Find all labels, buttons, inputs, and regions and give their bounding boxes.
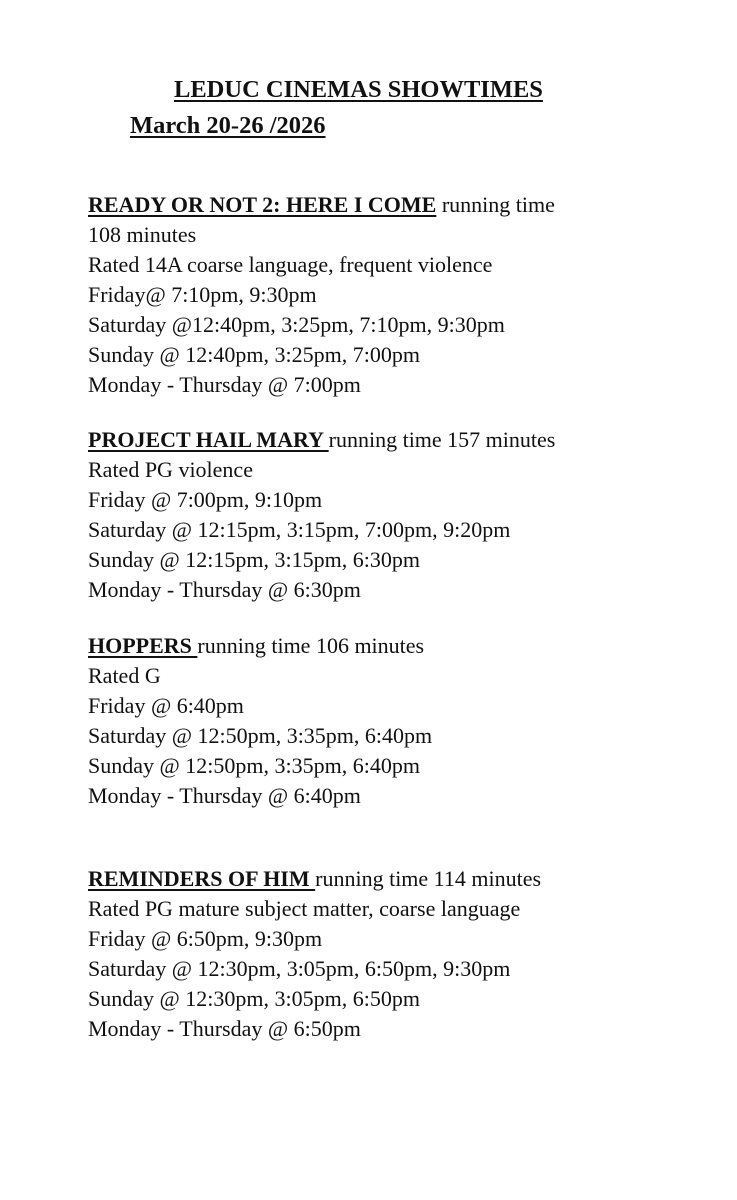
movie-block-ready-or-not-2: [88, 190, 728, 400]
movie-title: REMINDERS OF HIM: [88, 866, 316, 891]
movie-rating: Rated G: [88, 663, 161, 688]
showtime-saturday: Saturday @ 12:50pm, 3:35pm, 6:40pm: [88, 723, 433, 748]
movie-title: PROJECT HAIL MARY: [88, 427, 329, 452]
movie-block-reminders-of-him: [88, 864, 728, 1044]
movie-runtime-continued: 108 minutes: [88, 222, 197, 247]
movie-runtime: running time 114 minutes: [315, 866, 542, 891]
showtime-friday: Friday@ 7:10pm, 9:30pm: [88, 282, 317, 307]
movie-runtime: running time 106 minutes: [197, 633, 425, 658]
movie-runtime: running time 157 minutes: [328, 427, 556, 452]
showtime-weekdays: Monday - Thursday @ 6:40pm: [88, 783, 361, 808]
movie-heading-line: [88, 631, 728, 661]
showtime-saturday: Saturday @ 12:30pm, 3:05pm, 6:50pm, 9:30pm: [88, 956, 511, 981]
movie-heading-line: [88, 864, 728, 894]
showtime-weekdays: Monday - Thursday @ 7:00pm: [88, 372, 361, 397]
showtime-sunday: Sunday @ 12:15pm, 3:15pm, 6:30pm: [88, 547, 420, 572]
showtime-friday: Friday @ 6:50pm, 9:30pm: [88, 926, 323, 951]
movie-block-hoppers: [88, 631, 728, 811]
movie-rating: Rated 14A coarse language, frequent violence: [88, 252, 493, 277]
showtime-sunday: Sunday @ 12:50pm, 3:35pm, 6:40pm: [88, 753, 420, 778]
showtime-friday: Friday @ 6:40pm: [88, 693, 244, 718]
movie-title: HOPPERS: [88, 633, 198, 658]
movie-runtime: running time: [441, 192, 555, 217]
movie-heading-line: [88, 190, 728, 220]
movie-block-project-hail-mary: [88, 425, 728, 605]
showtime-weekdays: Monday - Thursday @ 6:50pm: [88, 1016, 361, 1041]
showtime-sunday: Sunday @ 12:40pm, 3:25pm, 7:00pm: [88, 342, 420, 367]
showtime-weekdays: Monday - Thursday @ 6:30pm: [88, 577, 361, 602]
page-title: LEDUC CINEMAS SHOWTIMES: [174, 76, 543, 103]
showtime-friday: Friday @ 7:00pm, 9:10pm: [88, 487, 323, 512]
showtime-saturday: Saturday @12:40pm, 3:25pm, 7:10pm, 9:30pm: [88, 312, 505, 337]
movie-heading-line: [88, 425, 728, 455]
movie-title: READY OR NOT 2: HERE I COME: [88, 192, 437, 217]
showtime-saturday: Saturday @ 12:15pm, 3:15pm, 7:00pm, 9:20pm: [88, 517, 511, 542]
showtime-sunday: Sunday @ 12:30pm, 3:05pm, 6:50pm: [88, 986, 420, 1011]
movie-rating: Rated PG violence: [88, 457, 253, 482]
movie-rating: Rated PG mature subject matter, coarse language: [88, 896, 521, 921]
date-range: March 20-26 /2026: [130, 112, 326, 139]
